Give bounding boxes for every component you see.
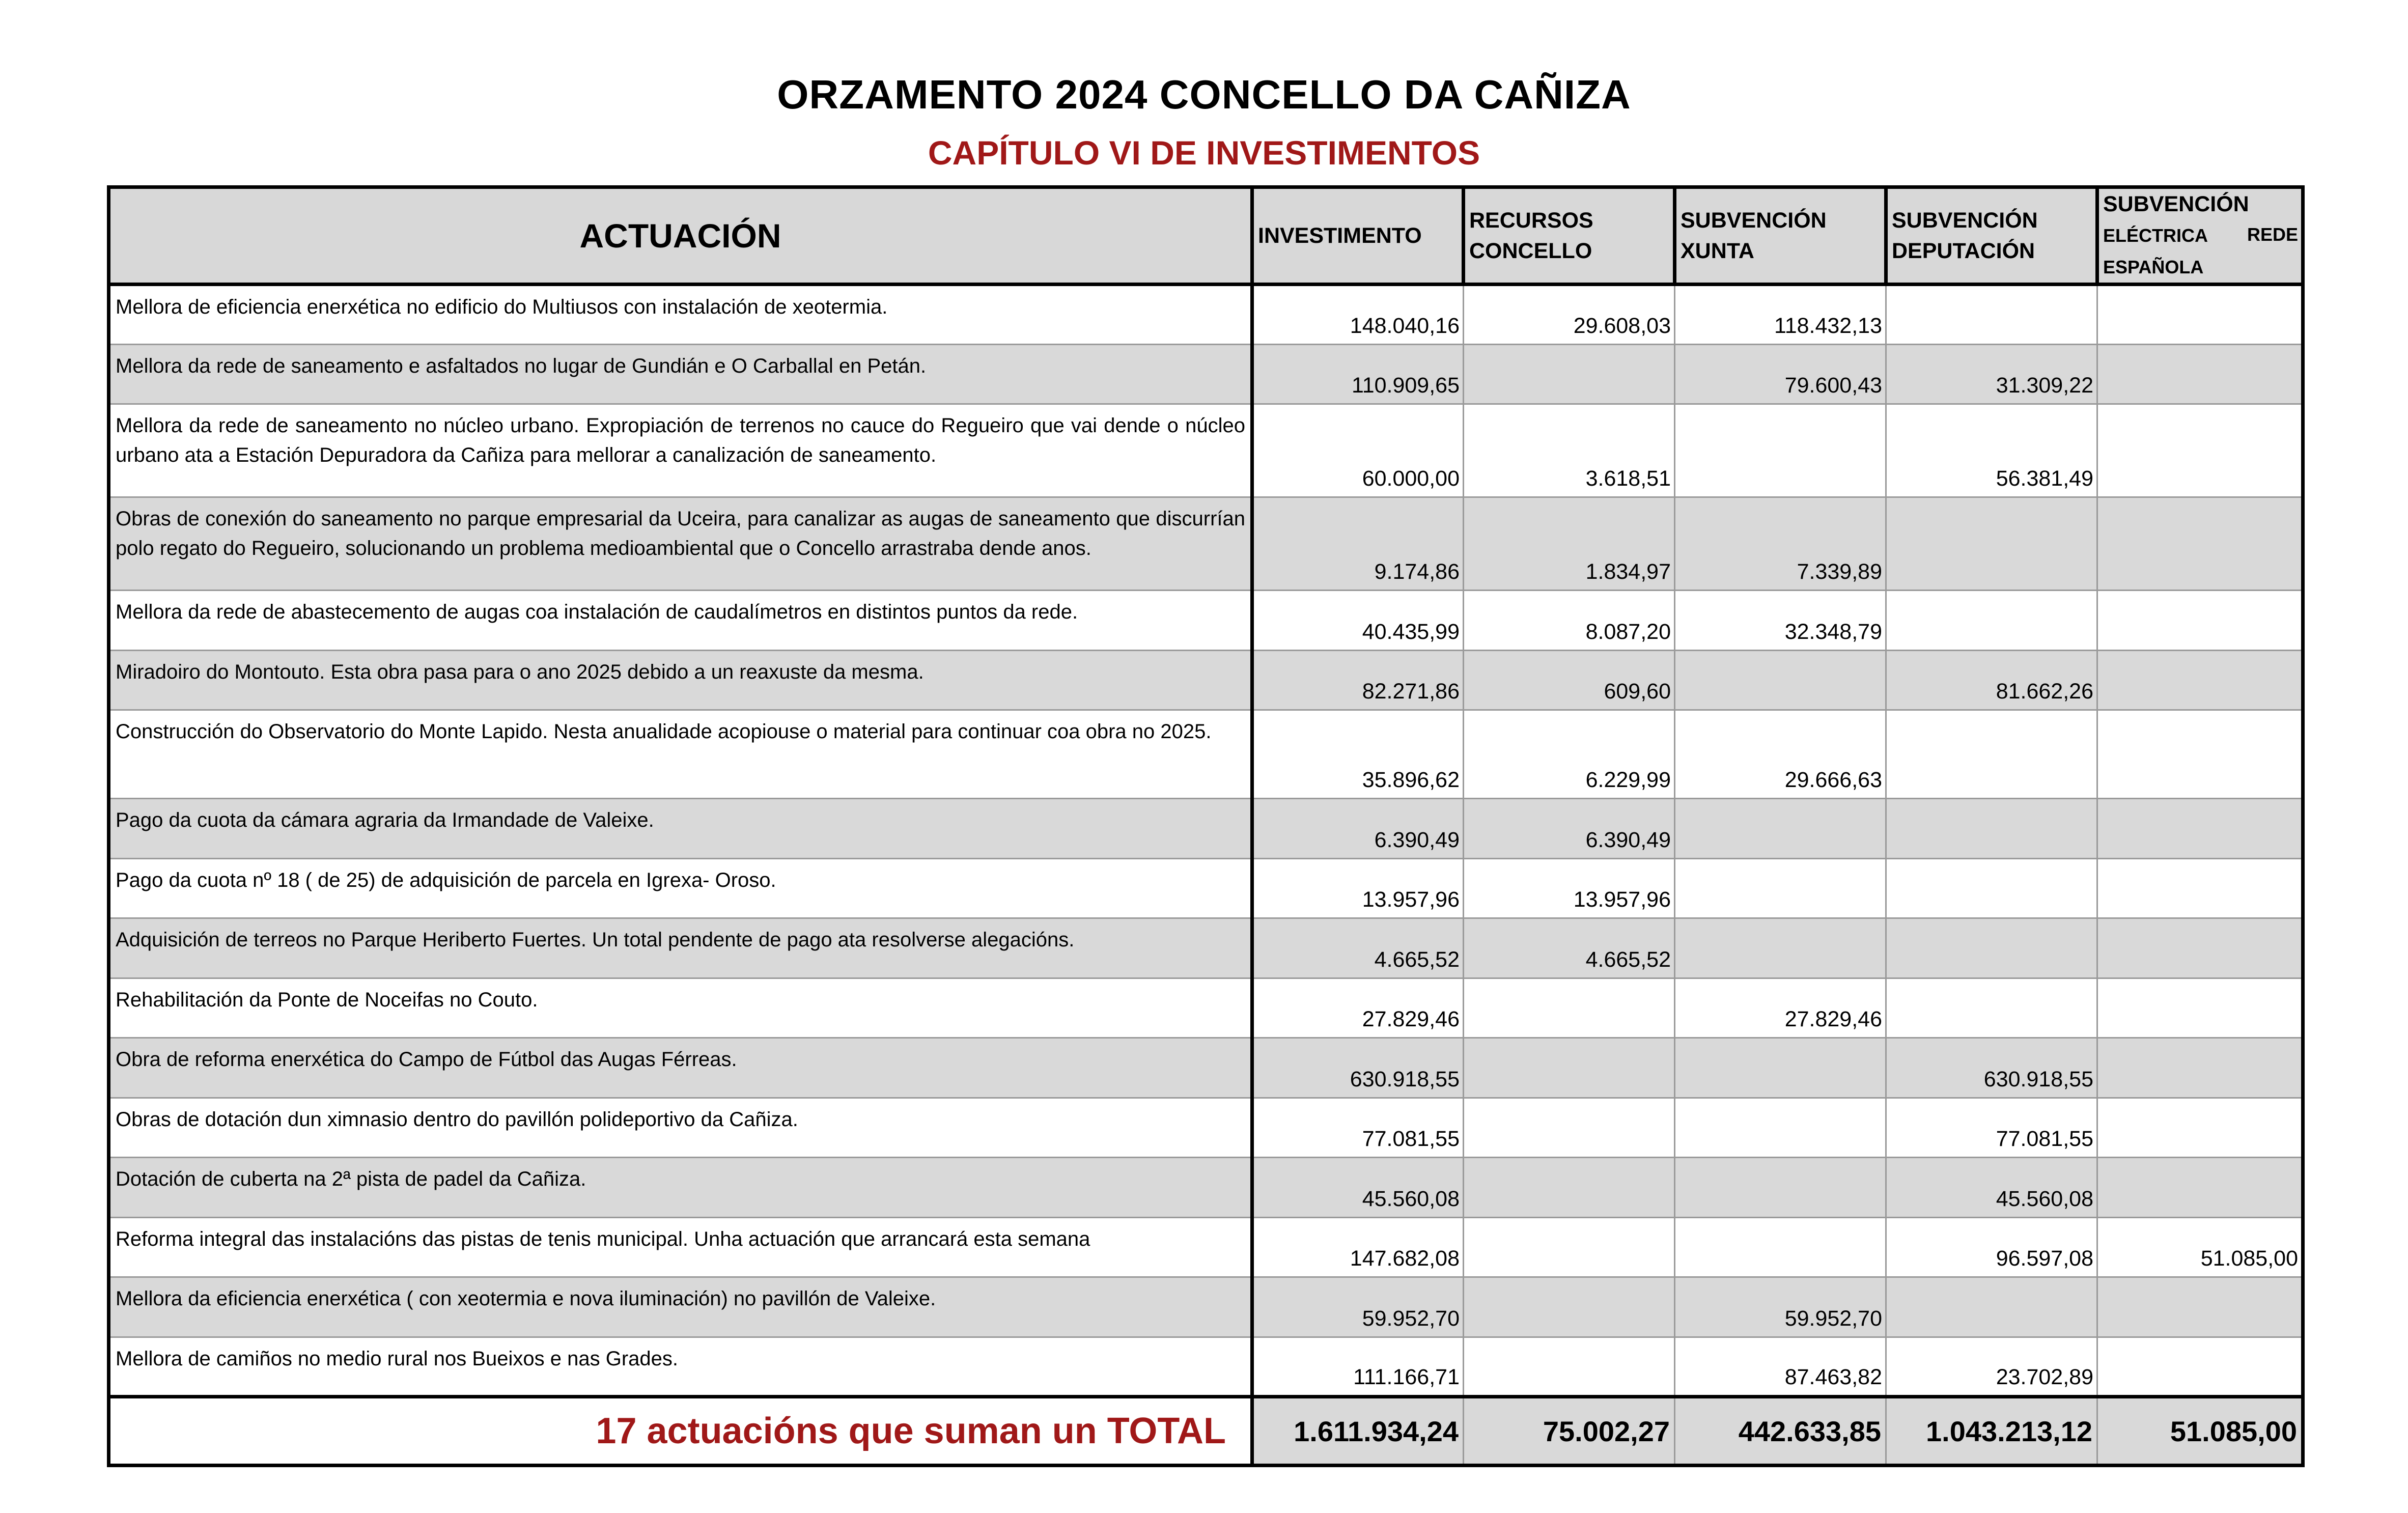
budget-table xyxy=(107,185,2305,1467)
header-xunta-line1: SUBVENCIÓN xyxy=(1681,208,1827,233)
row-actuacion: Mellora de eficiencia enerxética no edificio do Multiusos con instalación de xeotermia. xyxy=(109,285,1252,345)
row-actuacion: Adquisición de terreos no Parque Heriberto Fuertes. Un total pendente de pago ata resolverse alegacións. xyxy=(109,918,1252,978)
row-deputacion-value xyxy=(1886,1277,2097,1337)
row-investimento-value: 13.957,96 xyxy=(1252,858,1464,918)
row-recursos-value xyxy=(1464,1277,1675,1337)
row-xunta-value: 118.432,13 xyxy=(1675,285,1886,345)
row-investimento-value: 27.829,46 xyxy=(1252,978,1464,1038)
row-ree-value xyxy=(2097,1277,2303,1337)
row-recursos-value: 6.390,49 xyxy=(1464,799,1675,859)
row-deputacion-value xyxy=(1886,918,2097,978)
row-deputacion-value xyxy=(1886,978,2097,1038)
row-actuacion: Rehabilitación da Ponte de Noceifas no Couto. xyxy=(109,978,1252,1038)
row-ree-value xyxy=(2097,1038,2303,1098)
row-xunta-value xyxy=(1675,650,1886,710)
table-row xyxy=(109,650,2303,710)
row-deputacion-value: 45.560,08 xyxy=(1886,1158,2097,1218)
row-deputacion-value xyxy=(1886,591,2097,651)
table-row xyxy=(109,1277,2303,1337)
row-xunta-value: 29.666,63 xyxy=(1675,710,1886,799)
row-xunta-value: 59.952,70 xyxy=(1675,1277,1886,1337)
header-subvencion-deputacion xyxy=(1886,187,2097,285)
header-deputacion-line1: SUBVENCIÓN xyxy=(1892,208,2038,233)
row-ree-value xyxy=(2097,344,2303,404)
table-body xyxy=(109,285,2303,1397)
header-deputacion-line2: DEPUTACIÓN xyxy=(1892,239,2035,263)
row-investimento-value: 60.000,00 xyxy=(1252,404,1464,497)
row-investimento-value: 82.271,86 xyxy=(1252,650,1464,710)
header-subvencion-ree xyxy=(2097,187,2303,285)
row-ree-value xyxy=(2097,285,2303,345)
row-ree-value xyxy=(2097,497,2303,591)
row-deputacion-value: 77.081,55 xyxy=(1886,1098,2097,1158)
row-investimento-value: 45.560,08 xyxy=(1252,1158,1464,1218)
row-ree-value xyxy=(2097,918,2303,978)
row-xunta-value xyxy=(1675,799,1886,859)
row-actuacion: Pago da cuota da cámara agraria da Irmandade de Valeixe. xyxy=(109,799,1252,859)
row-recursos-value: 29.608,03 xyxy=(1464,285,1675,345)
row-investimento-value: 59.952,70 xyxy=(1252,1277,1464,1337)
header-xunta-line2: XUNTA xyxy=(1681,239,1754,263)
table-row xyxy=(109,978,2303,1038)
row-deputacion-value: 630.918,55 xyxy=(1886,1038,2097,1098)
row-recursos-value: 4.665,52 xyxy=(1464,918,1675,978)
row-recursos-value: 13.957,96 xyxy=(1464,858,1675,918)
row-ree-value xyxy=(2097,858,2303,918)
header-investimento xyxy=(1252,187,1464,285)
row-deputacion-value xyxy=(1886,858,2097,918)
row-deputacion-value xyxy=(1886,497,2097,591)
total-xunta: 442.633,85 xyxy=(1675,1397,1886,1466)
table-row xyxy=(109,799,2303,859)
document-title: ORZAMENTO 2024 CONCELLO DA CAÑIZA xyxy=(777,72,1631,117)
table-row xyxy=(109,1038,2303,1098)
row-ree-value xyxy=(2097,1158,2303,1218)
row-xunta-value xyxy=(1675,918,1886,978)
row-actuacion: Obras de conexión do saneamento no parque empresarial da Uceira, para canalizar as augas de saneamento que discurrían polo regato do Regueiro, solucionando un problema medioambiental que o Concello arrastraba dende anos. xyxy=(109,497,1252,591)
totals-row xyxy=(109,1397,2303,1466)
row-xunta-value: 87.463,82 xyxy=(1675,1337,1886,1397)
table-row xyxy=(109,710,2303,799)
table-row xyxy=(109,1217,2303,1277)
row-ree-value xyxy=(2097,1337,2303,1397)
row-actuacion: Mellora de camiños no medio rural nos Bueixos e nas Grades. xyxy=(109,1337,1252,1397)
header-recursos-line1: RECURSOS xyxy=(1469,208,1593,233)
row-actuacion: Obra de reforma enerxética do Campo de Fútbol das Augas Férreas. xyxy=(109,1038,1252,1098)
row-deputacion-value: 96.597,08 xyxy=(1886,1217,2097,1277)
row-recursos-value: 6.229,99 xyxy=(1464,710,1675,799)
table-row xyxy=(109,1337,2303,1397)
table-row xyxy=(109,404,2303,497)
row-recursos-value xyxy=(1464,344,1675,404)
row-investimento-value: 35.896,62 xyxy=(1252,710,1464,799)
document-subtitle: CAPÍTULO VI DE INVESTIMENTOS xyxy=(928,134,1480,172)
row-recursos-value: 3.618,51 xyxy=(1464,404,1675,497)
row-investimento-value: 148.040,16 xyxy=(1252,285,1464,345)
row-recursos-value xyxy=(1464,1038,1675,1098)
row-recursos-value xyxy=(1464,1158,1675,1218)
row-investimento-value: 630.918,55 xyxy=(1252,1038,1464,1098)
row-xunta-value: 79.600,43 xyxy=(1675,344,1886,404)
header-ree-line1-small: REDE xyxy=(2247,224,2298,245)
table-row xyxy=(109,918,2303,978)
row-recursos-value: 8.087,20 xyxy=(1464,591,1675,651)
header-subvencion-xunta xyxy=(1675,187,1886,285)
totals-label: 17 actuacións que suman un TOTAL xyxy=(109,1397,1252,1466)
header-recursos-concello xyxy=(1464,187,1675,285)
row-deputacion-value: 81.662,26 xyxy=(1886,650,2097,710)
row-deputacion-value xyxy=(1886,285,2097,345)
row-xunta-value xyxy=(1675,858,1886,918)
table-row xyxy=(109,344,2303,404)
total-recursos: 75.002,27 xyxy=(1464,1397,1675,1466)
row-recursos-value: 609,60 xyxy=(1464,650,1675,710)
table-row xyxy=(109,1158,2303,1218)
header-row xyxy=(109,187,2303,285)
row-xunta-value: 32.348,79 xyxy=(1675,591,1886,651)
row-recursos-value xyxy=(1464,1217,1675,1277)
header-actuacion: ACTUACIÓN xyxy=(109,187,1252,285)
row-actuacion: Obras de dotación dun ximnasio dentro do pavillón polideportivo da Cañiza. xyxy=(109,1098,1252,1158)
row-investimento-value: 111.166,71 xyxy=(1252,1337,1464,1397)
row-xunta-value: 7.339,89 xyxy=(1675,497,1886,591)
row-actuacion: Pago da cuota nº 18 ( de 25) de adquisición de parcela en Igrexa- Oroso. xyxy=(109,858,1252,918)
row-ree-value xyxy=(2097,650,2303,710)
row-actuacion: Mellora da eficiencia enerxética ( con xeotermia e nova iluminación) no pavillón de Valeixe. xyxy=(109,1277,1252,1337)
row-xunta-value: 27.829,46 xyxy=(1675,978,1886,1038)
row-investimento-value: 9.174,86 xyxy=(1252,497,1464,591)
row-investimento-value: 6.390,49 xyxy=(1252,799,1464,859)
row-actuacion: Dotación de cuberta na 2ª pista de padel da Cañiza. xyxy=(109,1158,1252,1218)
row-xunta-value xyxy=(1675,1158,1886,1218)
row-investimento-value: 110.909,65 xyxy=(1252,344,1464,404)
row-investimento-value: 4.665,52 xyxy=(1252,918,1464,978)
row-ree-value xyxy=(2097,404,2303,497)
row-actuacion: Mellora da rede de abastecemento de augas coa instalación de caudalímetros en distintos puntos da rede. xyxy=(109,591,1252,651)
total-investimento: 1.611.934,24 xyxy=(1252,1397,1464,1466)
row-deputacion-value xyxy=(1886,799,2097,859)
row-recursos-value xyxy=(1464,978,1675,1038)
row-xunta-value xyxy=(1675,1217,1886,1277)
row-recursos-value: 1.834,97 xyxy=(1464,497,1675,591)
table-row xyxy=(109,1098,2303,1158)
row-ree-value xyxy=(2097,710,2303,799)
header-ree-line2: ELÉCTRICA ESPAÑOLA xyxy=(2103,225,2207,277)
row-deputacion-value: 23.702,89 xyxy=(1886,1337,2097,1397)
row-actuacion: Reforma integral das instalacións das pistas de tenis municipal. Unha actuación que arrancará esta semana xyxy=(109,1217,1252,1277)
header-investimento-label: INVESTIMENTO xyxy=(1258,223,1422,248)
row-deputacion-value: 31.309,22 xyxy=(1886,344,2097,404)
header-recursos-line2: CONCELLO xyxy=(1469,239,1592,263)
table-row xyxy=(109,497,2303,591)
header-ree-line1: SUBVENCIÓN xyxy=(2103,192,2249,216)
row-actuacion: Mellora da rede de saneamento e asfaltados no lugar de Gundián e O Carballal en Petán. xyxy=(109,344,1252,404)
row-xunta-value xyxy=(1675,1038,1886,1098)
row-recursos-value xyxy=(1464,1337,1675,1397)
table-row xyxy=(109,285,2303,345)
row-ree-value xyxy=(2097,799,2303,859)
row-actuacion: Construcción do Observatorio do Monte Lapido. Nesta anualidade acopiouse o material para continuar coa obra no 2025. xyxy=(109,710,1252,799)
row-ree-value xyxy=(2097,1098,2303,1158)
row-investimento-value: 77.081,55 xyxy=(1252,1098,1464,1158)
row-recursos-value xyxy=(1464,1098,1675,1158)
row-investimento-value: 40.435,99 xyxy=(1252,591,1464,651)
row-ree-value xyxy=(2097,978,2303,1038)
table-row xyxy=(109,591,2303,651)
row-xunta-value xyxy=(1675,404,1886,497)
row-ree-value xyxy=(2097,591,2303,651)
table-row xyxy=(109,858,2303,918)
row-xunta-value xyxy=(1675,1098,1886,1158)
total-ree: 51.085,00 xyxy=(2097,1397,2303,1466)
row-actuacion: Miradoiro do Montouto. Esta obra pasa para o ano 2025 debido a un reaxuste da mesma. xyxy=(109,650,1252,710)
row-investimento-value: 147.682,08 xyxy=(1252,1217,1464,1277)
total-deputacion: 1.043.213,12 xyxy=(1886,1397,2097,1466)
row-ree-value: 51.085,00 xyxy=(2097,1217,2303,1277)
row-actuacion: Mellora da rede de saneamento no núcleo urbano. Expropiación de terrenos no cauce do Regueiro que vai dende o núcleo urbano ata a Estación Depuradora da Cañiza para mellorar a canalización de saneamento. xyxy=(109,404,1252,497)
row-deputacion-value xyxy=(1886,710,2097,799)
row-deputacion-value: 56.381,49 xyxy=(1886,404,2097,497)
